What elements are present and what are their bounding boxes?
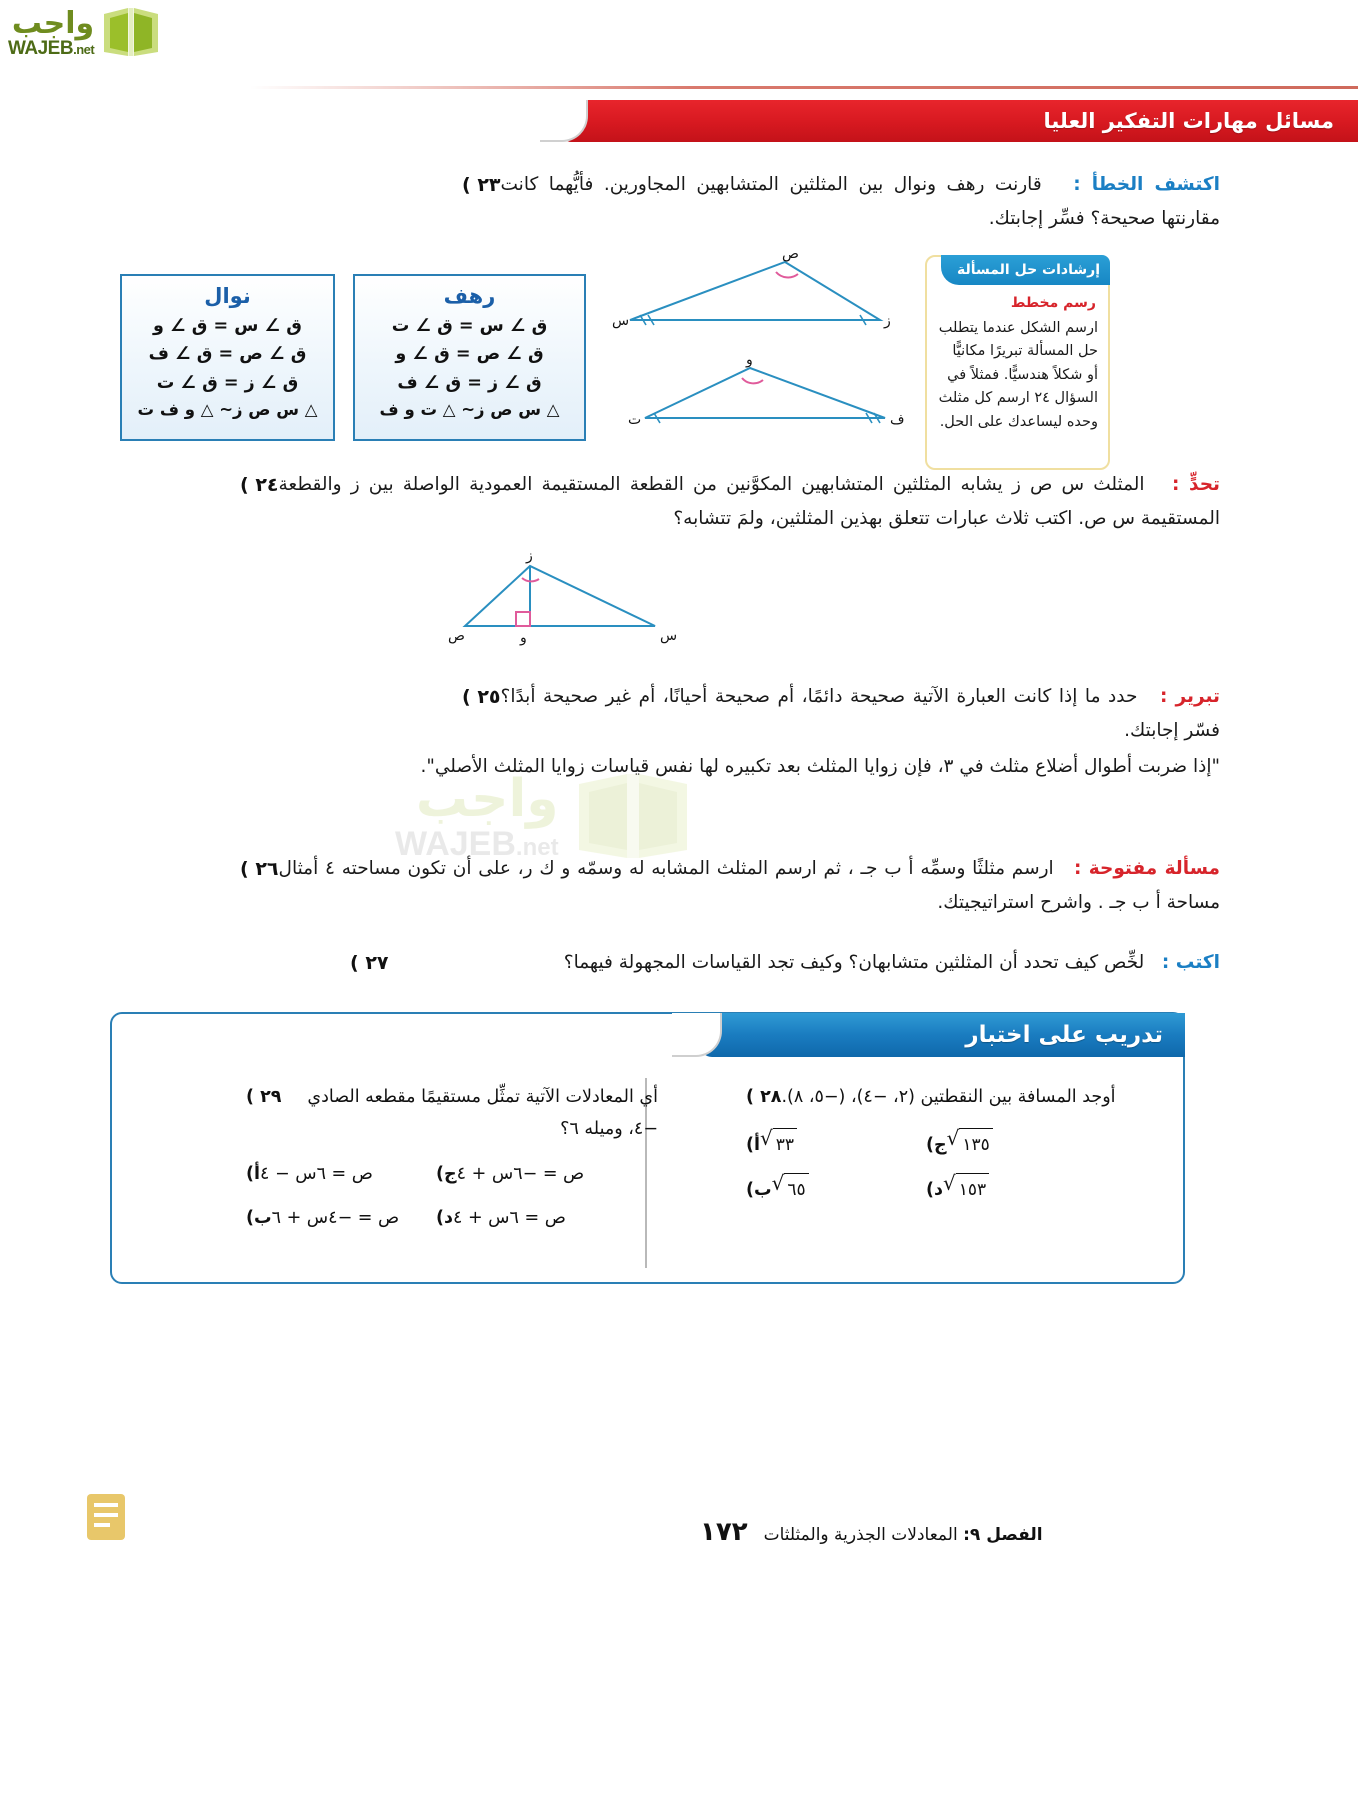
comparison-box-nawal-line-3: ق ∠ ز = ق ∠ ت: [156, 372, 299, 393]
question-28-option-b[interactable]: [738, 1173, 918, 1207]
problem-23-label: اكتشف الخطأ :: [1073, 174, 1220, 195]
problem-26-body: [279, 852, 1220, 920]
site-logo: [8, 6, 162, 62]
problem-27: [340, 946, 1220, 981]
question-28-option-d-radical: √ ١٥٣: [943, 1173, 989, 1206]
hint-box-subtitle: رسم مخطط: [1010, 295, 1096, 311]
question-29-option-b[interactable]: [238, 1203, 428, 1235]
question-28-option-a[interactable]: [738, 1125, 918, 1162]
question-29-option-c[interactable]: [428, 1159, 623, 1191]
figure-triangle-bottom: [620, 350, 910, 440]
problem-23-body: [501, 168, 1220, 236]
open-book-icon: [100, 6, 162, 62]
problem-25-body: [501, 680, 1220, 748]
question-29-option-a[interactable]: [238, 1159, 428, 1191]
figure-bottom-vertex-top: و: [746, 352, 753, 368]
question-29-options-row-2: [238, 1203, 658, 1235]
question-28-option-d-key: د): [926, 1180, 943, 1200]
problem-24-number: ٢٤ ): [240, 474, 279, 496]
comparison-box-rahaf-line-1: ق ∠ س = ق ∠ ت: [391, 316, 548, 336]
question-29-option-b-text: ص = −٤س + ٦: [271, 1207, 400, 1228]
question-28-stem: أوجد المسافة بين النقطتين (٢، −٤)، (−٥، ٨).: [781, 1087, 1116, 1107]
center-watermark-english: WAJEB.net: [395, 824, 559, 863]
question-29-option-d-key: د): [436, 1207, 453, 1228]
hint-box-header: [941, 255, 1110, 285]
comparison-box-nawal-line-2: ق ∠ ص = ق ∠ ف: [148, 344, 307, 365]
problem-27-number: ٢٧ ): [350, 952, 389, 974]
question-29: [238, 1082, 658, 1234]
problem-24: [230, 468, 1220, 536]
question-28-options-row-1: [738, 1125, 1138, 1162]
problem-25-quote: [320, 750, 1220, 784]
problem-25: [452, 680, 1220, 748]
comparison-box-rahaf-title: رهف: [443, 284, 496, 308]
question-29-option-c-key: ج): [436, 1164, 457, 1184]
figure-top-vertex-right: ز: [884, 313, 891, 329]
comparison-box-rahaf-similarity: △ س ص ز~ △ ت و ف: [379, 400, 560, 420]
problem-26-label: مسألة مفتوحة :: [1074, 858, 1220, 879]
figure-triangle-top: [610, 246, 900, 340]
problem-23-number: ٢٣ ): [462, 174, 501, 196]
problem-24-text: المثلث س ص ز يشابه المثلثين المتشابهين المكوَّنين من القطعة المستقيمة العمودية الواصلة بين ز والقطعة المستقيمة س ص. اكتب ثلاث عبارات تتعلق بهذين المثلثين، ولمَ تتشابه؟: [278, 474, 1220, 530]
question-29-stem-row: [238, 1082, 658, 1145]
problem-26-text: ارسم مثلثًا وسمِّه أ ب جـ ، ثم ارسم المثلث المشابه له وسمّه و ك ر، على أن تكون مساحته ٤ أمثال مساحة أ ب جـ . واشرح استراتيجيتك.: [278, 858, 1220, 914]
chapter-label: الفصل ٩:: [963, 1525, 1043, 1545]
figure-q24-vertex-sad: ص: [448, 628, 465, 644]
chapter-info: [764, 1525, 1043, 1545]
figure-triangle-q24: [440, 548, 690, 648]
chapter-title: المعادلات الجذرية والمثلثات: [763, 1525, 958, 1545]
comparison-box-nawal-similarity: △ س ص ز~ △ و ف ت: [137, 400, 318, 420]
question-28-option-c-radical: √ ١٣٥: [947, 1128, 993, 1161]
question-28-options-row-2: [738, 1173, 1138, 1207]
question-29-option-d-text: ص = ٦س + ٤: [452, 1207, 566, 1228]
comparison-box-nawal: [120, 274, 335, 441]
question-28-option-c-key: ج): [926, 1134, 947, 1155]
figure-q24-vertex-waw: و: [520, 630, 527, 646]
comparison-box-nawal-line-1: ق ∠ س = ق ∠ و: [153, 316, 302, 336]
question-29-option-a-key: أ): [246, 1164, 260, 1184]
figure-q24-vertex-z: ز: [526, 548, 533, 564]
problem-27-label: اكتب :: [1161, 952, 1220, 973]
problem-23-text: قارنت رهف ونوال بين المثلثين المتشابهين المجاورين. فأيُّهما كانت مقارنتها صحيحة؟ فسِّر إجابتك.: [500, 174, 1220, 230]
question-28-option-d[interactable]: [918, 1173, 1103, 1207]
question-28-number: ٢٨ ): [746, 1087, 782, 1107]
problem-25-quote-text: "إذا ضربت أطوال أضلاع مثلث في ٣، فإن زوايا المثلث بعد تكبيره لها نفس قياسات زوايا المثلث الأصلي".: [420, 756, 1220, 777]
section-banner-hots: [563, 100, 1358, 142]
comparison-box-rahaf: [353, 274, 586, 441]
logo-english-text: WAJEB.net: [8, 37, 95, 59]
problem-26: [230, 852, 1220, 920]
problem-27-text: لخِّص كيف تحدد أن المثلثين متشابهان؟ وكيف تجد القياسات المجهولة فيهما؟: [563, 952, 1145, 973]
question-29-number: ٢٩ ): [246, 1087, 282, 1107]
problem-25-number: ٢٥ ): [462, 686, 501, 708]
comparison-box-rahaf-line-2: ق ∠ ص = ق ∠ و: [395, 344, 544, 365]
page-number: ١٧٢: [700, 1517, 748, 1547]
comparison-box-nawal-title: نوال: [204, 284, 251, 308]
hint-box-problem-solving: [925, 255, 1110, 470]
question-29-options-row-1: [238, 1159, 658, 1191]
test-practice-title: تدريب على اختبار: [965, 1022, 1163, 1048]
test-practice-header: [700, 1013, 1185, 1057]
question-28-option-c[interactable]: [918, 1125, 1103, 1162]
question-28-stem-row: [738, 1082, 1138, 1114]
problem-23: [452, 168, 1220, 236]
question-29-stem: أي المعادلات الآتية تمثِّل مستقيمًا مقطعه الصادي −٤، وميله ٦؟: [307, 1087, 658, 1139]
problem-24-label: تحدٍّ :: [1171, 474, 1220, 495]
problem-25-label: تبرير :: [1160, 686, 1220, 707]
logo-arabic-text: واجب: [11, 5, 95, 41]
question-28: [738, 1082, 1138, 1207]
figure-top-vertex-left: س: [612, 313, 630, 329]
center-watermark-arabic: واجب: [415, 768, 559, 829]
hint-box-body: ارسم الشكل عندما يتطلب حل المسألة تبريرًا مكانيًّا أو شكلاً هندسيًّا. فمثلاً في السؤال ٢٤ ارسم كل مثلث وحده ليساعدك على الحل.: [938, 320, 1098, 430]
figure-bottom-vertex-right: ف: [890, 412, 905, 428]
question-29-option-b-key: ب): [246, 1207, 272, 1228]
question-28-option-a-key: أ): [746, 1134, 760, 1155]
question-29-option-a-text: ص = ٦س − ٤: [260, 1164, 373, 1184]
footer: [700, 1517, 1185, 1547]
hint-box-header-title: إرشادات حل المسألة: [957, 262, 1100, 278]
question-28-option-b-radical: √ ٦٥: [772, 1173, 809, 1206]
question-29-option-d[interactable]: [428, 1203, 623, 1235]
footer-book-icon: [85, 1492, 127, 1542]
problem-26-number: ٢٦ ): [240, 858, 279, 880]
comparison-box-rahaf-line-3: ق ∠ ز = ق ∠ ف: [397, 372, 542, 393]
problem-25-text: حدد ما إذا كانت العبارة الآتية صحيحة دائمًا، أم صحيحة أحيانًا، أم غير صحيحة أبدًا؟ فسّر إجابتك.: [500, 686, 1220, 742]
figure-bottom-vertex-left: ت: [628, 412, 642, 428]
section-banner-title: مسائل مهارات التفكير العليا: [1043, 109, 1334, 133]
question-28-option-a-radical: √ ٣٣: [760, 1128, 797, 1161]
figure-q24-vertex-seen: س: [660, 628, 678, 644]
problem-24-body: [279, 468, 1220, 536]
problem-27-body: [389, 946, 1220, 980]
question-29-option-c-text: ص = −٦س + ٤: [456, 1164, 585, 1184]
top-divider-rule: [250, 86, 1358, 89]
question-28-option-b-key: ب): [746, 1180, 772, 1200]
figure-top-vertex-top: ص: [782, 246, 799, 262]
